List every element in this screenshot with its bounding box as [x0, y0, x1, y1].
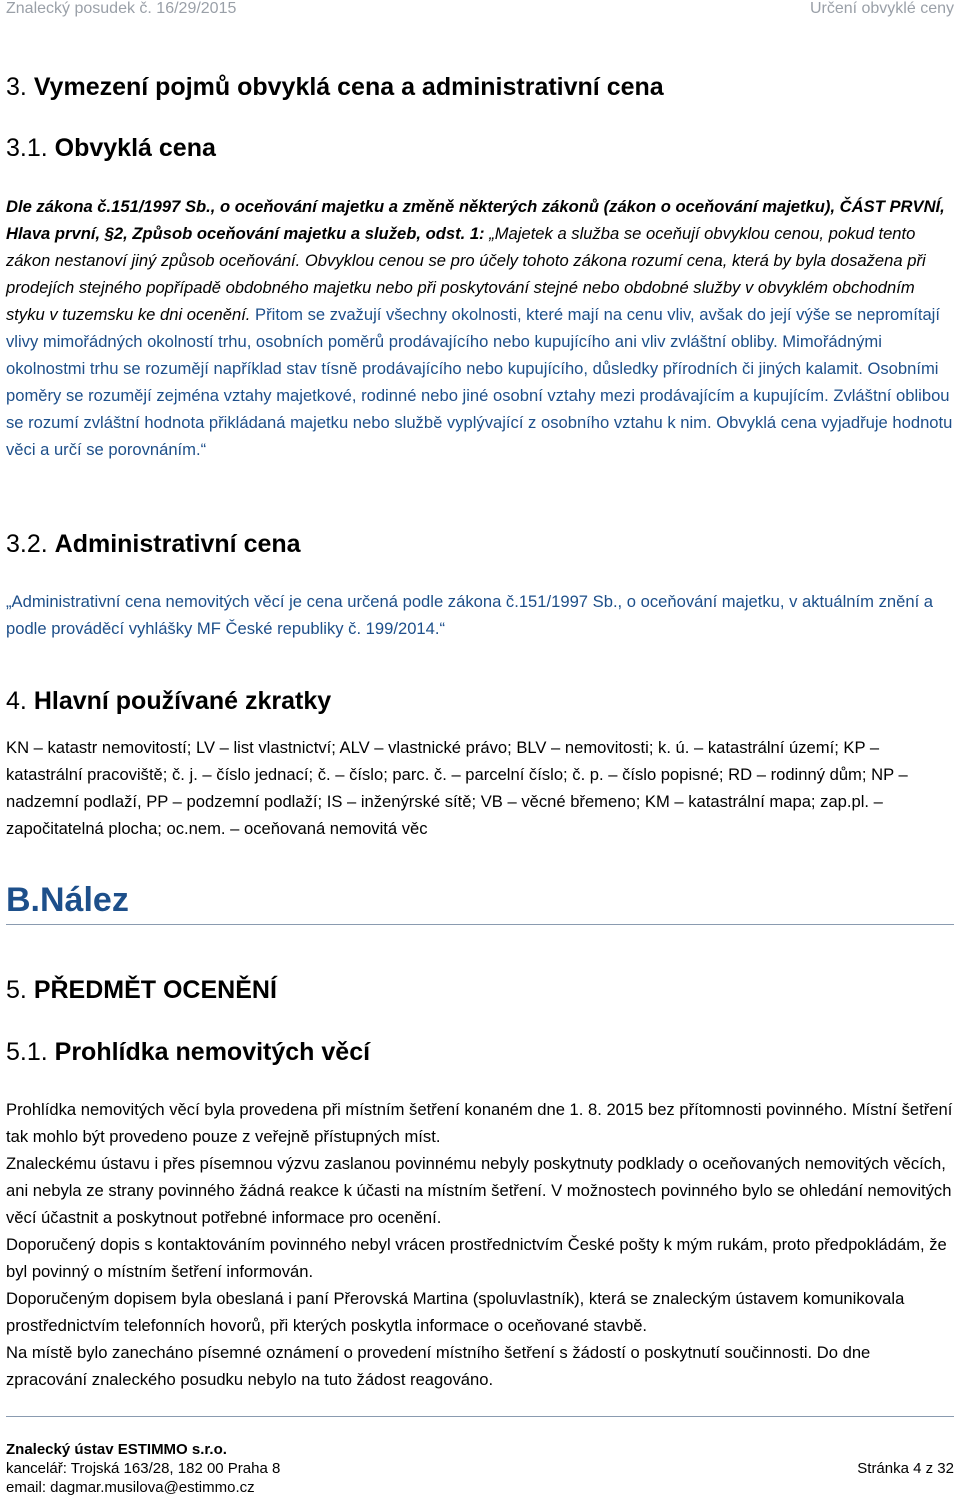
- footer-email: email: dagmar.musilova@estimmo.cz: [6, 1479, 255, 1496]
- inspection-paragraph: Prohlídka nemovitých věcí byla provedena při místním šetření konaném dne 1. 8. 2015 bez přítomnosti povinného. Místní šetření tak mohlo být provedeno pouze z veřejně přístupných míst.: [6, 1100, 953, 1146]
- abbreviations-list: [6, 734, 956, 842]
- part-b-title: B.Nález: [6, 881, 129, 919]
- header-document-title: Znalecký posudek č. 16/29/2015: [6, 0, 237, 17]
- heading-section-3-1: [6, 133, 216, 163]
- law-quote-continuation: Přitom se zvažují všechny okolnosti, které mají na cenu vliv, avšak do její výše se nepromítají vlivy mimořádných okolností trhu, osobních poměrů prodávajícího nebo kupujícího ani vliv zvláštní obliby. Mimořádnými okolnostmi trhu se rozumějí například stav tísně prodávajícího nebo kupujícího, důsledky přírodních či jiných kalamit. Osobními poměry se rozumějí zejména vztahy majetkové, rodinné nebo jiné osobní vztahy mezi prodávajícím a kupujícím. Zvláštní oblibou se rozumí zvláštní hodnota přikládaná majetku nebo službě vyplývající z osobního vztahu k nim. Obvyklá cena vyjadřuje hodnotu věci a určí se porovnáním.“: [6, 305, 953, 459]
- heading-number: 4.: [6, 687, 27, 715]
- administrative-price-definition: „Administrativní cena nemovitých věcí je cena určená podle zákona č.151/1997 Sb., o oceňování majetku, v aktuálním znění a podle prováděcí vyhlášky MF České republiky č. 199/2014.“: [6, 592, 934, 638]
- heading-title: Administrativní cena: [54, 530, 301, 558]
- abbreviations-text: KN – katastr nemovitostí; LV – list vlastnictví; ALV – vlastnické právo; BLV – nemovitosti; k. ú. – katastrální území; KP – katastrální pracoviště; č. j. – číslo jednací; č. – číslo; parc. č. – parcelní číslo; č. p. – číslo popisné; RD – rodinný dům; NP – nadzemní podlaží, PP – podzemní podlaží; IS – inženýrské sítě; VB – věcné břemeno; KM – katastrální mapa; zap.pl. – započitatelná plocha; oc.nem. – oceňovaná nemovitá věc: [6, 738, 908, 838]
- heading-title: Hlavní používané zkratky: [33, 687, 332, 715]
- section-3-2-text: [6, 588, 956, 642]
- heading-section-5-1: [6, 1037, 370, 1067]
- law-reference: Dle zákona č.151/1997 Sb., o oceňování majetku a změně některých zákonů (zákon o oceňování majetku), ČÁST PRVNÍ, Hlava první, §2, Způsob oceňování majetku a služeb, odst. 1:: [6, 197, 945, 243]
- inspection-text: [6, 1096, 956, 1393]
- heading-section-5: [6, 975, 277, 1005]
- section-3-1-text: [6, 193, 956, 463]
- heading-number: 3.1.: [6, 134, 48, 162]
- header-section-title: Určení obvyklé ceny: [809, 0, 954, 17]
- inspection-paragraph: Doporučeným dopisem byla obeslaná i paní Přerovská Martina (spoluvlastník), která se znaleckým ústavem komunikovala prostřednictvím telefonních hovorů, při kterých poskytla informace o oceňované stavbě.: [6, 1289, 905, 1335]
- heading-section-4: [6, 686, 331, 716]
- part-b-divider: [6, 924, 954, 925]
- heading-section-3-2: [6, 529, 301, 559]
- footer-organization: Znalecký ústav ESTIMMO s.r.o.: [6, 1441, 227, 1458]
- inspection-paragraph: Znaleckému ústavu i přes písemnou výzvu zaslanou povinnému nebyly poskytnuty podklady o oceňovaných nemovitých věcích, ani nebyla ze strany povinného žádná reakce k účasti na místním šetření. V možnostech povinného bylo se ohledání nemovitých věcí účastnit a poskytnout potřebné informace pro ocenění.: [6, 1154, 952, 1227]
- inspection-paragraph: Doporučený dopis s kontaktováním povinného nebyl vrácen prostřednictvím České pošty k mým rukám, proto předpokládám, že byl povinný o místním šetření informován.: [6, 1235, 947, 1281]
- heading-title: Prohlídka nemovitých věcí: [54, 1038, 371, 1066]
- footer-divider: [6, 1416, 954, 1417]
- heading-number: 5.: [6, 976, 27, 1004]
- heading-title: PŘEDMĚT OCENĚNÍ: [33, 976, 277, 1004]
- heading-number: 3.2.: [6, 530, 48, 558]
- heading-section-3: [6, 72, 664, 102]
- heading-title: Obvyklá cena: [54, 134, 216, 162]
- page-number: Stránka 4 z 32: [857, 1460, 954, 1477]
- heading-title: Vymezení pojmů obvyklá cena a administrativní cena: [33, 73, 664, 101]
- footer-address: kancelář: Trojská 163/28, 182 00 Praha 8: [6, 1460, 281, 1477]
- heading-number: 3.: [6, 73, 27, 101]
- heading-number: 5.1.: [6, 1038, 48, 1066]
- inspection-paragraph: Na místě bylo zanecháno písemné oznámení o provedení místního šetření s žádostí o poskytnutí součinnosti. Do dne zpracování znaleckého posudku nebylo na tuto žádost reagováno.: [6, 1343, 871, 1389]
- law-quote: „Majetek a služba se oceňují obvyklou cenou, pokud tento zákon nestanoví jiný způsob oceňování. Obvyklou cenou se pro účely tohoto zákona rozumí cena, která by byla dosažena při prodejích stejného popřípadě obdobného majetku nebo při poskytování stejné nebo obdobné služby v obvyklém obchodním styku v tuzemsku ke dni ocenění.: [6, 224, 926, 324]
